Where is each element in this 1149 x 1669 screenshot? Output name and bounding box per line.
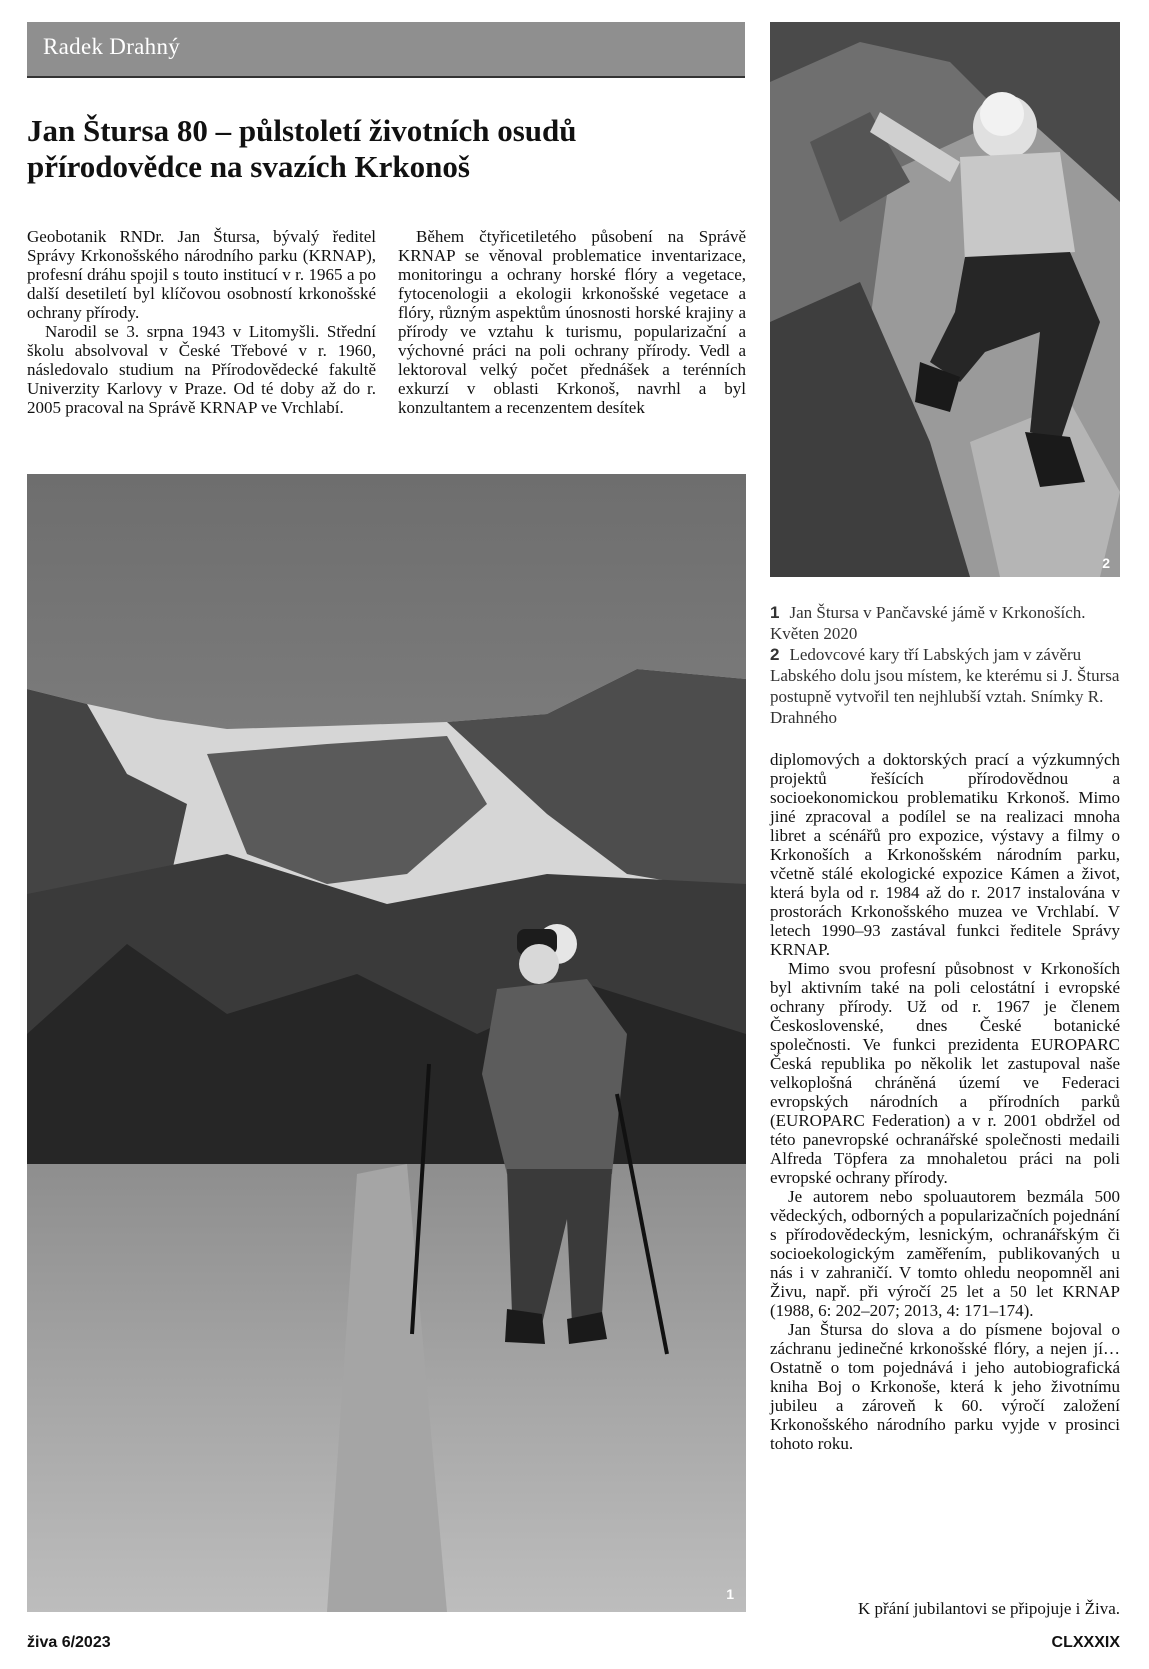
author-bar [27, 22, 745, 78]
paragraph: Narodil se 3. srpna 1943 v Litomyšli. Střední školu absolvoval v České Třebové v r. 1960, následovalo studium na Přírodovědecké fakultě Univerzity Karlovy v Praze. Od té doby až do r. 2005 pracoval na Správě KRNAP ve Vrchlabí. [27, 322, 376, 417]
caption-text: Ledovcové kary tří Labských jam v závěru Labského dolu jsou místem, ke kterému si J. Štursa postupně vytvořil ten nejhlubší vztah. Snímky R. Drahného [770, 645, 1120, 727]
caption-number: 1 [770, 603, 780, 622]
photo-number: 2 [1102, 555, 1110, 571]
photo-captions [770, 602, 1120, 728]
photo-hiker-graphic [27, 474, 746, 1612]
author-name: Radek Drahný [43, 34, 181, 59]
paragraph: diplomových a doktorských prací a výzkumných projektů řešících přírodovědnou a socioekonomickou problematiku Krkonoš. Mimo jiné zpracoval a podílel se na realizaci mnoha libret a scénářů pro expozice, výstavy a filmy o Krkonoších a Krkonošském národním parku, včetně stálé ekologické expozice Kámen a život, která byla od r. 1984 až do r. 2017 instalována v prostorách Krkonošského muzea ve Vrchlabí. V letech 1990–93 zastával funkci ředitele Správy KRNAP. [770, 750, 1120, 959]
paragraph: Je autorem nebo spoluautorem bezmála 500 vědeckých, odborných a popularizačních pojednání s přírodovědeckým, lesnickým, ochranářským či socioekologickým zaměřením, publikovaných u nás i v zahraničí. V tomto ohledu neopomněl ani Živu, např. při výročí 25 let a 50 let KRNAP (1988, 6: 202–207; 2013, 4: 171–174). [770, 1187, 1120, 1320]
text-column-2 [398, 227, 746, 417]
paragraph: Geobotanik RNDr. Jan Štursa, bývalý ředitel Správy Krkonošského národního parku (KRNAP), profesní dráhu spojil s touto institucí v r. 1965 a po další desetiletí byl klíčovou osobností krkonošské ochrany přírody. [27, 227, 376, 322]
caption-number: 2 [770, 645, 780, 664]
caption-1 [770, 602, 1120, 644]
caption-2 [770, 644, 1120, 728]
closing-line: K přání jubilantovi se připojuje i Živa. [857, 1599, 1120, 1618]
photo-climbing [770, 22, 1120, 577]
caption-text: Jan Štursa v Pančavské jámě v Krkonoších. Květen 2020 [770, 603, 1086, 643]
photo-hiker [27, 474, 746, 1612]
paragraph: Jan Štursa do slova a do písmene bojoval o záchranu jedinečné krkonošské flóry, a nejen jí… Ostatně o tom pojednává i jeho autobiografická kniha Boj o Krkonoše, která k jeho životnímu jubileu a zároveň k 60. výročí založení Krkonošského národního parku vyjde v prosinci tohoto roku. [770, 1320, 1120, 1453]
paragraph: Mimo svou profesní působnost v Krkonoších byl aktivním také na poli celostátní i evropské ochrany přírody. Už od r. 1967 je členem Československé, dnes České botanické společnosti. Ve funkci prezidenta EUROPARC Česká republika po několik let zastupoval naše velkoplošná chráněná území ve Federaci evropských národních a přírodních parků (EUROPARC Federation) a v r. 2001 obdržel od této panevropské ochranářské společnosti medaili Alfreda Töpfera za mnohaletou práci na poli evropské ochrany přírody. [770, 959, 1120, 1187]
photo-number: 1 [726, 1586, 734, 1602]
photo-climbing-graphic [770, 22, 1120, 577]
article-title: Jan Štursa 80 – půlstoletí životních osudů přírodovědce na svazích Krkonoš [27, 113, 577, 184]
page-number: CLXXXIX [1051, 1634, 1120, 1651]
paragraph: Během čtyřicetiletého působení na Správě KRNAP se věnoval problematice inventarizace, monitoringu a ochrany horské flóry a vegetace, fytocenologii a ekologii krkonošské vegetace a flóry, různým aspektům únosnosti horské krajiny a přírody ve vztahu k turismu, popularizační a výchovné práci na poli ochrany přírody. Vedl a lektoroval velký počet přednášek a terénních exkurzí v oblasti Krkonoš, navrhl a byl konzultantem a recenzentem desítek [398, 227, 746, 417]
text-column-1 [27, 227, 376, 417]
text-column-3 [770, 750, 1120, 1453]
journal-issue: živa 6/2023 [27, 1634, 111, 1651]
